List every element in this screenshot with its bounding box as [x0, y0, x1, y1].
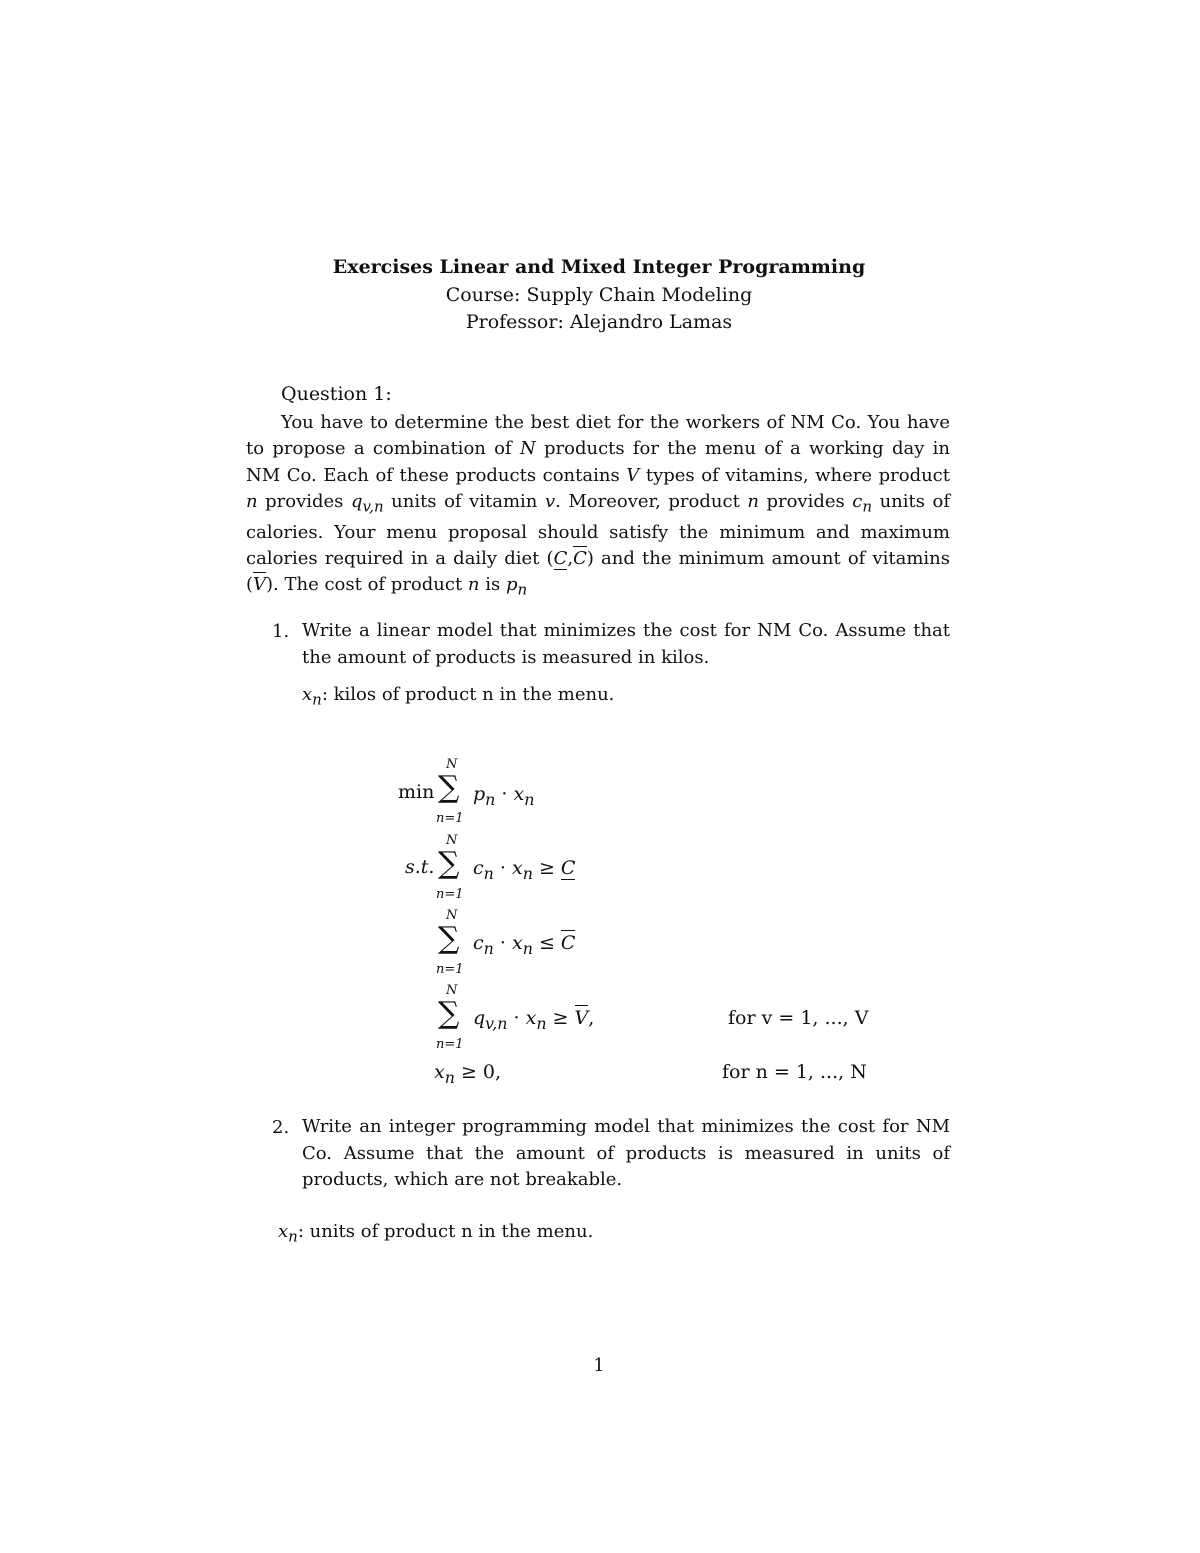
- sum-upper: N: [446, 833, 458, 848]
- sum-sign: ∑: [438, 996, 460, 1031]
- item-1-variable: $x_n$: kilos of product n in the menu.: [302, 684, 615, 709]
- item-number: 1.: [272, 621, 290, 642]
- item-2-text: Write an integer programming model that minimizes the cost for NM Co. Assume that the amount of products is measured in units of products, which are not breakable.: [302, 1116, 950, 1190]
- question-heading: Question 1:: [281, 383, 392, 405]
- course-line: Course: Supply Chain Modeling: [445, 284, 753, 306]
- st-label: s.t.: [405, 856, 435, 878]
- vitamin-constraint: $q_{v,n} \cdot x_n \ge V$,: [473, 1007, 595, 1033]
- item-1-variable-def: : kilos of product n in the menu.: [321, 684, 615, 705]
- max-calories-constraint: $c_n \cdot x_n \le C$: [473, 932, 576, 958]
- item-number: 2.: [272, 1117, 290, 1138]
- item-2-variable-def: : units of product n in the menu.: [297, 1221, 594, 1242]
- sum-sign: ∑: [438, 770, 460, 805]
- min-calories-constraint: $c_n \cdot x_n \ge C$: [473, 857, 576, 883]
- objective-expr: $p_n \cdot x_n$: [473, 783, 535, 809]
- nonneg-constraint: $x_n \ge 0$,: [434, 1061, 502, 1087]
- document-title: Exercises Linear and Mixed Integer Programming: [332, 256, 866, 278]
- sum-upper: N: [446, 908, 458, 923]
- nonneg-condition: for n = 1, ..., N: [722, 1061, 867, 1083]
- objective-label: min: [398, 781, 435, 803]
- sum-lower: n=1: [436, 811, 464, 826]
- sum-lower: n=1: [436, 962, 464, 977]
- sum-sign: ∑: [438, 921, 460, 956]
- sum-lower: n=1: [436, 1037, 464, 1052]
- sum-lower: n=1: [436, 887, 464, 902]
- item-2-variable: $x_n$: units of product n in the menu.: [278, 1221, 594, 1246]
- item-1-text: Write a linear model that minimizes the cost for NM Co. Assume that the amount of products is measured in kilos.: [302, 620, 950, 668]
- professor-line: Professor: Alejandro Lamas: [465, 311, 733, 333]
- sum-upper: N: [446, 757, 458, 772]
- question-statement: You have to determine the best diet for the workers of NM Co. You have to propose a combination of N products for the menu of a working day in NM Co. Each of these products contains V types of vitamins, where product n provides $q_{v,n}$ units of vitamin v. Moreover, product n provides $c_n$ units of calories. Your menu proposal should satisfy the minimum and maximum calories required in a daily diet (C,C) and the minimum amount of vitamins (V). The cost of product n is $p_n$: [246, 412, 951, 599]
- vitamin-condition: for v = 1, ..., V: [728, 1007, 869, 1029]
- page-number: 1: [593, 1355, 605, 1376]
- sum-sign: ∑: [438, 846, 460, 881]
- sum-upper: N: [446, 983, 458, 998]
